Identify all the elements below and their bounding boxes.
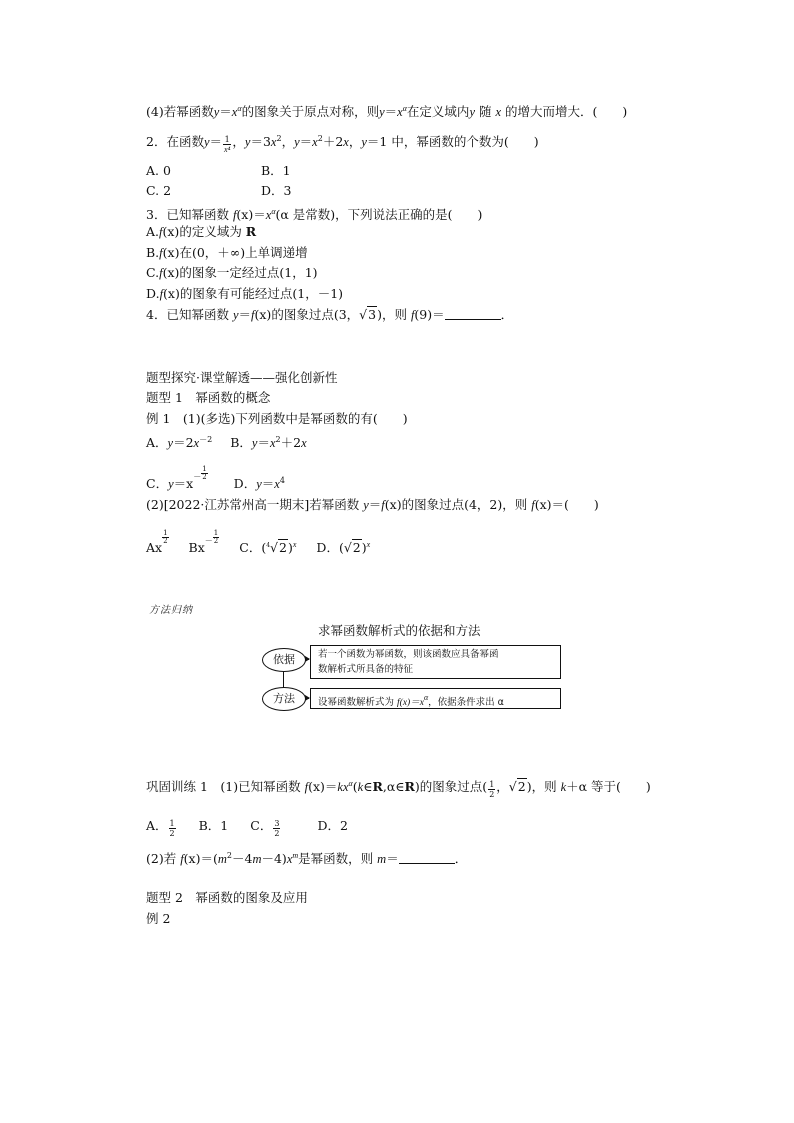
example-1-1: 例 1 (1)(多选)下列函数中是幂函数的有( ) bbox=[146, 411, 408, 426]
exponent-fraction: $\frac{1}{2}$ bbox=[163, 529, 168, 545]
drill-1-options: A． $\frac{1}{2}$ B．1 C． $\frac{3}{2}$ D．2 bbox=[146, 818, 348, 838]
fraction: $\frac{1}{2}$ bbox=[489, 780, 495, 799]
method-box: 设幂函数解析式为 $f(x)=x^\alpha$，依据条件求出 α bbox=[310, 688, 561, 709]
basis-box bbox=[310, 645, 561, 679]
connector-line bbox=[283, 670, 284, 688]
diagram-title: 求幂函数解析式的依据和方法 bbox=[318, 623, 481, 638]
question-2-options-ab: A. 0 B．1 bbox=[146, 163, 291, 178]
question-1-4: (4)若幂函数$y=x^\alpha$的图象关于原点对称，则$y=x^\alpha$在定义域内y 随 x 的增大而增大．( ) bbox=[146, 104, 628, 119]
method-label: 方法 bbox=[262, 687, 306, 711]
example-1-2: (2)[2022·江苏常州高一期末]若幂函数 y＝f(x)的图象过点(4，2)，则 f(x)＝( ) bbox=[146, 497, 599, 512]
drill-1-2: (2)若 $f(x)=(m^2-4m-4)x^m$是幂函数，则 m＝ ． bbox=[146, 851, 468, 866]
fraction: $\frac{3}{2}$ bbox=[274, 819, 280, 838]
type-2-heading: 题型 2 幂函数的图象及应用 bbox=[146, 890, 308, 905]
example-1-options-ab: A．$y=2x^{-2}$ B．$y=x^2+2x$ bbox=[146, 435, 307, 450]
method-summary-tag: 方法归纳 bbox=[149, 605, 193, 616]
question-2-options-cd: C. 2 D．3 bbox=[146, 183, 292, 198]
question-3-option-b: B.f(x)在(0，＋∞)上单调递增 bbox=[146, 245, 308, 260]
question-3: 3．已知幂函数 $f(x)=x^\alpha(\alpha$ 是常数)，下列说法正确的是( ) bbox=[146, 207, 483, 222]
section-heading: 题型探究·课堂解透——强化创新性 bbox=[146, 370, 338, 385]
answer-blank[interactable] bbox=[445, 308, 501, 320]
basis-label: 依据 bbox=[262, 648, 306, 672]
fraction: $\frac{1}{\text{x⁴}}$ bbox=[224, 135, 231, 154]
basis-text-line-1: 若一个函数为幂函数，则该函数应具备幂函 bbox=[318, 649, 499, 660]
exponent-fraction: $\frac{1}{2}$ bbox=[202, 465, 207, 481]
drill-1-1: 巩固训练 1 (1)已知幂函数 $f(x)=kx^\alpha(k\in R,\alpha\in R)$的图象过点( $\frac{1}{2}$ ，√2)，则 k＋α 等于( ) bbox=[146, 779, 651, 799]
question-3-option-d: D.f(x)的图象有可能经过点(1，－1) bbox=[146, 286, 344, 301]
fraction: $\frac{1}{2}$ bbox=[169, 819, 175, 838]
question-3-option-a: A.f(x)的定义域为 R bbox=[146, 224, 257, 239]
example-1-2-options: Ax $\frac{1}{2}$ Bx－ $\frac{1}{2}$ C．$(^4√2)^x$ D．$(√2)^x$ bbox=[146, 529, 371, 555]
question-3-option-c: C.f(x)的图象一定经过点(1，1) bbox=[146, 265, 318, 280]
basis-text-line-2: 数解析式所具备的特征 bbox=[318, 664, 414, 675]
type-1-heading: 题型 1 幂函数的概念 bbox=[146, 390, 271, 405]
question-4: 4．已知幂函数 y＝f(x)的图象过点(3，√3)，则 f(9)＝ ． bbox=[146, 307, 514, 322]
question-2: 2．在函数y＝ $\frac{1}{\text{x⁴}}$ ，$y=3x^2$，$y=x^2+2x$，y＝1 中，幂函数的个数为( ) bbox=[146, 134, 539, 154]
example-1-options-cd: C．y＝x－ $\frac{1}{2}$ D．$y=x^4$ bbox=[146, 465, 285, 491]
exponent-fraction: $\frac{1}{2}$ bbox=[213, 529, 219, 545]
answer-blank[interactable] bbox=[399, 852, 455, 864]
example-2-label: 例 2 bbox=[146, 911, 171, 926]
